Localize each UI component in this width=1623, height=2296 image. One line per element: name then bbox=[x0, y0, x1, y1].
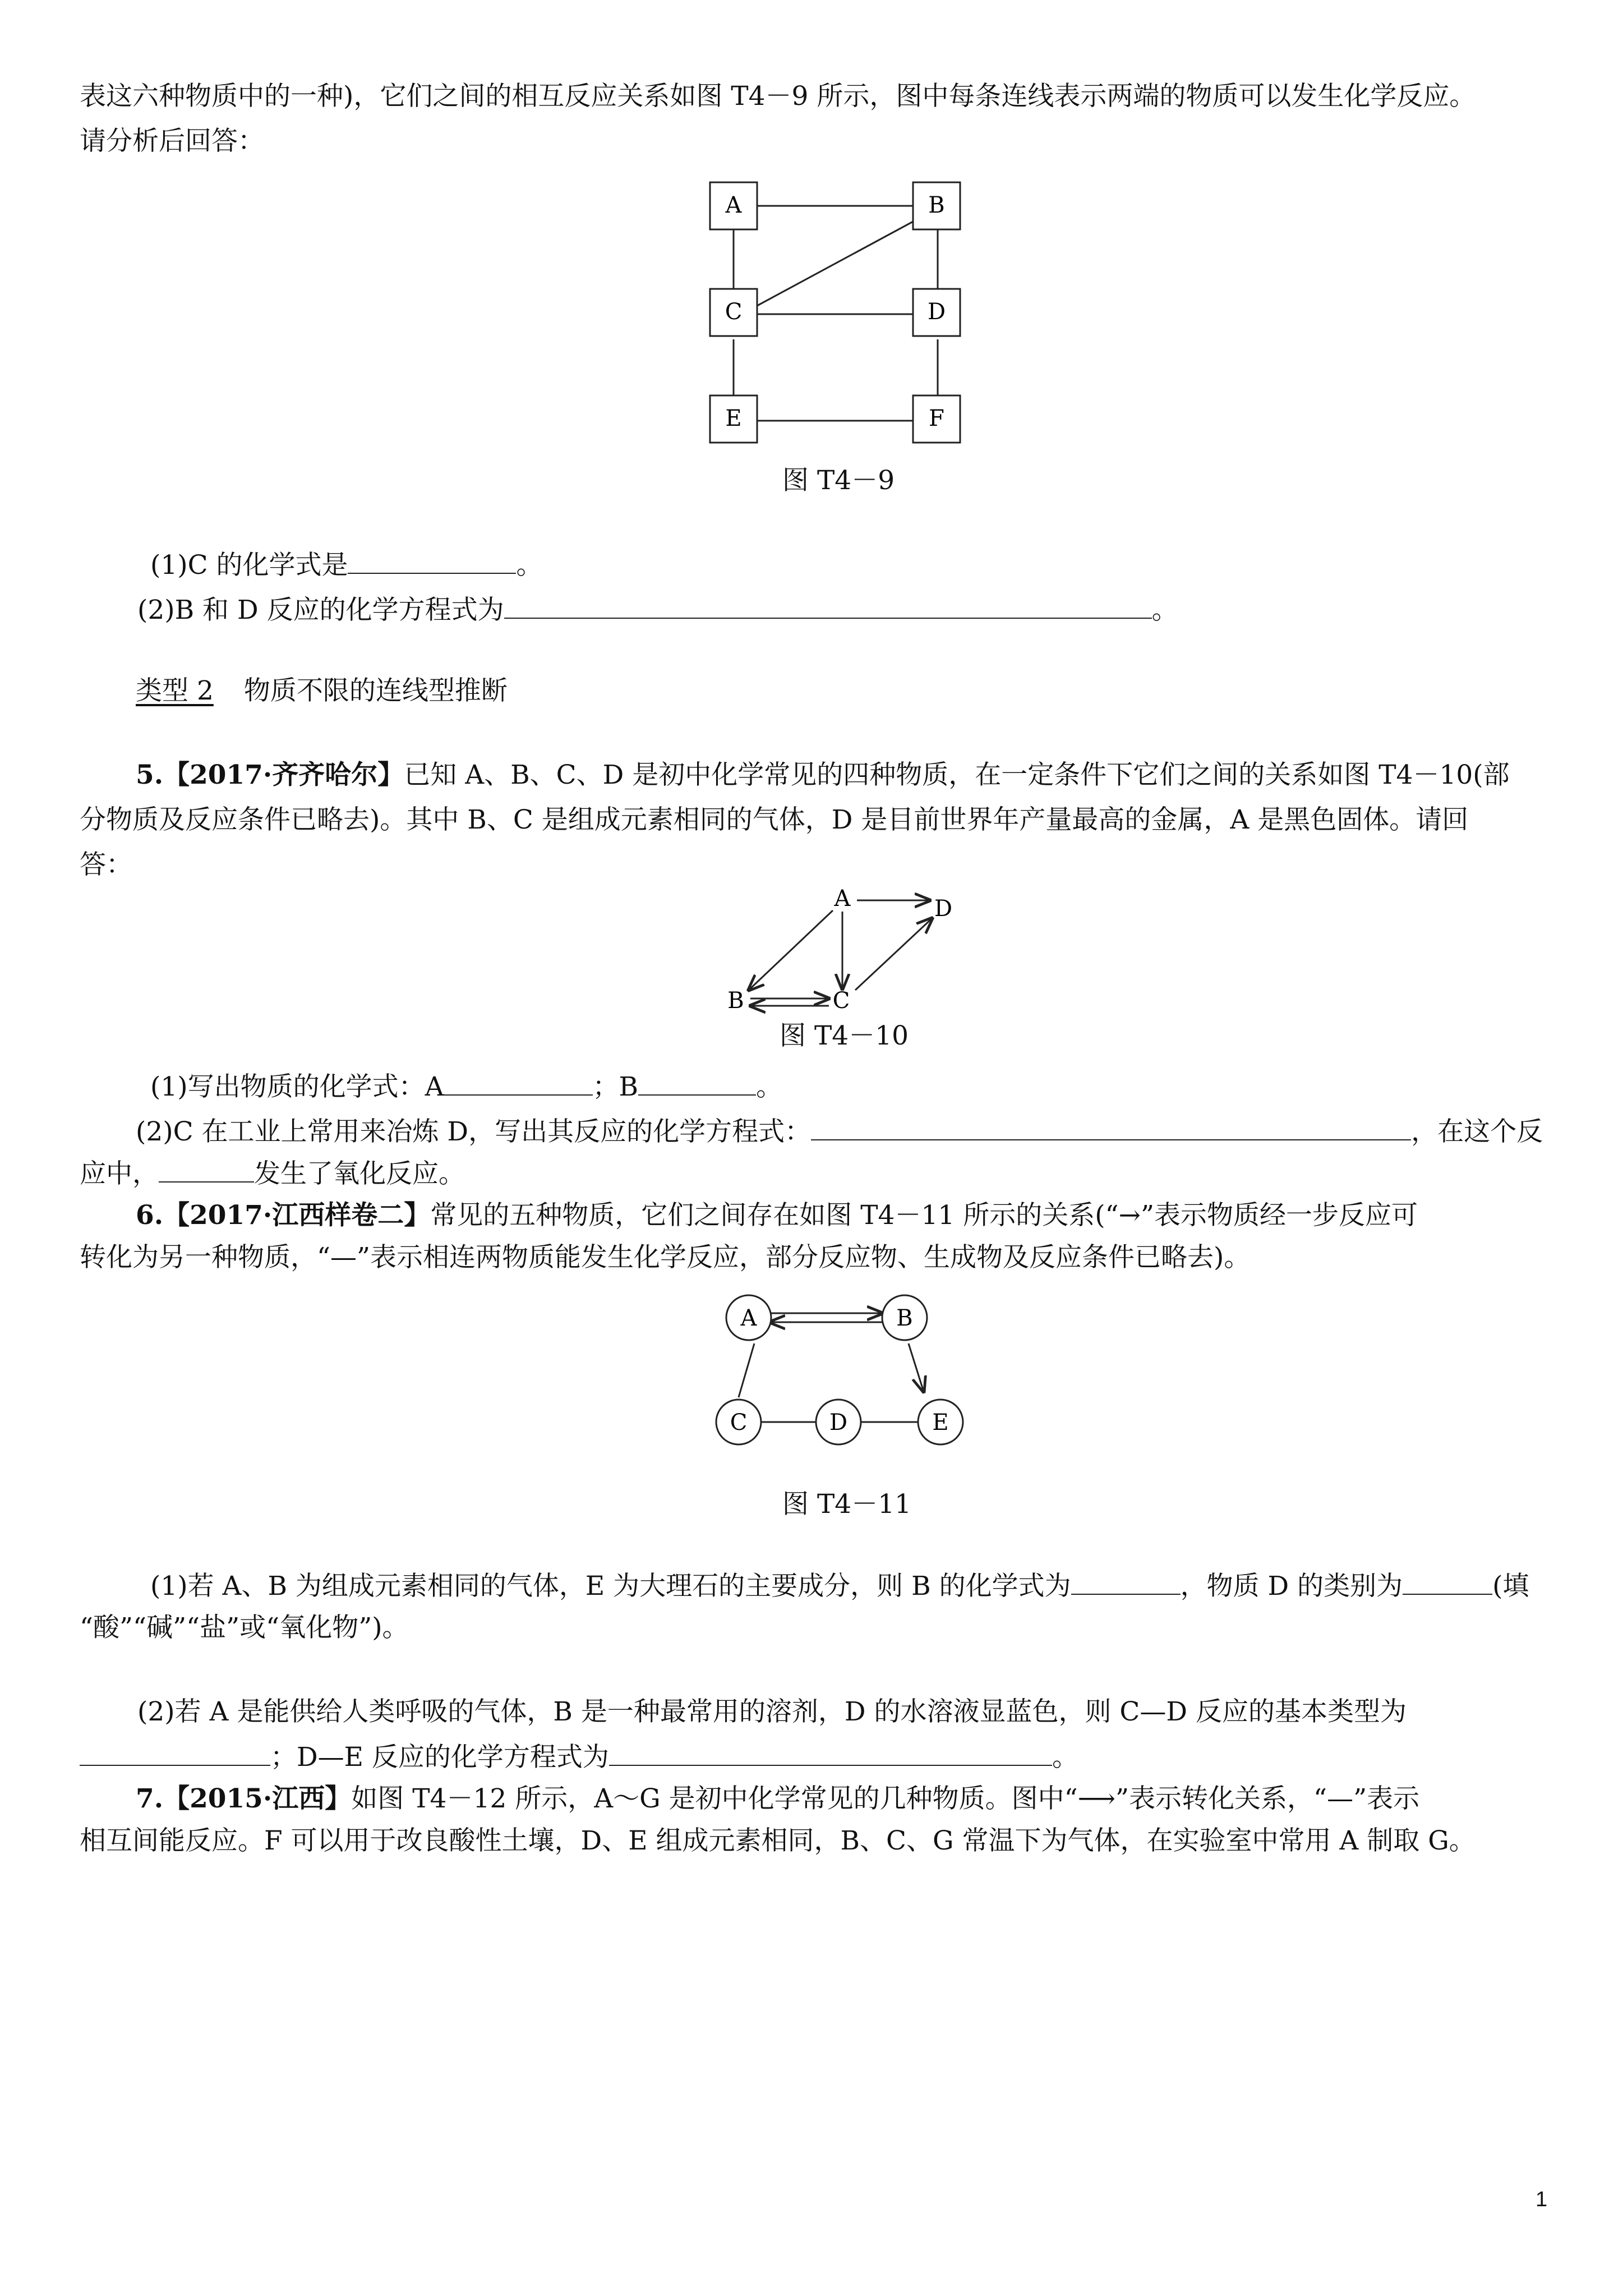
fig9-node-f-label: F bbox=[929, 406, 944, 431]
q4-p2-blank[interactable] bbox=[504, 592, 1152, 619]
q7-line-1 bbox=[136, 1781, 1419, 1817]
q4-p1-blank[interactable] bbox=[348, 547, 516, 574]
q5-part-1 bbox=[150, 1069, 782, 1105]
type2-heading bbox=[136, 673, 508, 709]
q7-line-2: 相互间能反应。F 可以用于改良酸性土壤，D、E 组成元素相同，B、C、G 常温下为气体，在实验室中常用 A 制取 G。 bbox=[80, 1825, 1476, 1856]
q5-p1-mid: ；B bbox=[592, 1071, 639, 1102]
q6-line-1 bbox=[136, 1198, 1418, 1234]
fig9-caption: 图 T4－9 bbox=[782, 465, 895, 496]
q4-p2-text: (2)B 和 D 反应的化学方程式为 bbox=[137, 595, 504, 625]
q7-number: 7. bbox=[136, 1783, 164, 1814]
fig10-node-d: D bbox=[934, 896, 953, 922]
intro-line-2: 请分析后回答： bbox=[80, 126, 264, 157]
fig9-node-a-label: A bbox=[725, 192, 742, 218]
page-number: 1 bbox=[1536, 2188, 1548, 2211]
intro-line-1: 表这六种物质中的一种)，它们之间的相互反应关系如图 T4－9 所示，图中每条连线表示两端的物质可以发生化学反应。 bbox=[80, 81, 1476, 112]
fig11-node-b bbox=[882, 1295, 927, 1340]
fig9-node-b bbox=[913, 182, 960, 229]
fig10-node-b: B bbox=[727, 988, 744, 1014]
fig9-node-e-label: E bbox=[725, 406, 742, 431]
q7-source: 【2015·江西】 bbox=[163, 1783, 352, 1814]
q6-line-2: 转化为另一种物质，“—”表示相连两物质能发生化学反应，部分反应物、生成物及反应条件已略去)。 bbox=[80, 1242, 1251, 1273]
q5-p1-end: 。 bbox=[756, 1071, 783, 1102]
fig11-arrow-b-e bbox=[909, 1343, 924, 1392]
q6-p1-blank-a[interactable] bbox=[1071, 1568, 1181, 1595]
q6-p2-mid: ；D—E 反应的化学方程式为 bbox=[270, 1742, 609, 1773]
q5-part-2-line-2 bbox=[80, 1156, 465, 1192]
q4-p1-end: 。 bbox=[516, 550, 543, 581]
fig10-node-c: C bbox=[832, 988, 850, 1014]
fig10-caption: 图 T4－10 bbox=[780, 1020, 909, 1051]
fig10-node-a: A bbox=[834, 886, 851, 912]
figure-t4-10 bbox=[723, 884, 970, 1018]
q5-line-1 bbox=[136, 757, 1510, 793]
fig11-caption: 图 T4－11 bbox=[782, 1489, 911, 1520]
q5-number: 5. bbox=[136, 760, 164, 790]
q6-source: 【2017·江西样卷二】 bbox=[163, 1200, 431, 1231]
q5-p2-line2-end: 发生了氧化反应。 bbox=[254, 1158, 465, 1189]
fig11-node-e bbox=[918, 1400, 963, 1444]
q5-p2-line2-text: 应中， bbox=[80, 1158, 159, 1189]
q6-p2-blank-a[interactable] bbox=[80, 1739, 270, 1766]
q5-text-1: 已知 A、B、C、D 是初中化学常见的四种物质，在一定条件下它们之间的关系如图 T4－10(部 bbox=[404, 760, 1510, 790]
fig11-node-a bbox=[726, 1295, 771, 1340]
fig11-node-d-label: D bbox=[829, 1410, 848, 1435]
fig11-node-d bbox=[816, 1400, 861, 1444]
q5-p1-blank-a[interactable] bbox=[444, 1069, 593, 1096]
q5-source: 【2017·齐齐哈尔】 bbox=[163, 760, 404, 790]
fig9-node-c-label: C bbox=[725, 299, 743, 325]
q5-p2-blank[interactable] bbox=[811, 1114, 1411, 1140]
q5-line-2: 分物质及反应条件已略去)。其中 B、C 是组成元素相同的气体，D 是目前世界年产量最高的金属，A 是黑色固体。请回 bbox=[80, 804, 1469, 835]
q4-part-1 bbox=[150, 547, 542, 583]
q4-part-2 bbox=[137, 592, 1178, 628]
fig9-node-d bbox=[913, 289, 960, 336]
q5-part-2 bbox=[136, 1114, 1543, 1150]
q5-p2-text: (2)C 在工业上常用来冶炼 D，写出其反应的化学方程式： bbox=[136, 1116, 811, 1147]
q6-p1-text: (1)若 A、B 为组成元素相同的气体，E 为大理石的主要成分，则 B 的化学式为 bbox=[150, 1571, 1071, 1602]
fig9-node-e bbox=[710, 395, 757, 443]
fig9-node-a bbox=[710, 182, 757, 229]
fig10-arrow-a-b bbox=[749, 910, 833, 990]
q6-part-1-line-2: “酸”“碱”“盐”或“氧化物”)。 bbox=[80, 1612, 409, 1643]
q5-p1-text: (1)写出物质的化学式：A bbox=[150, 1071, 444, 1102]
q5-p2-end: ，在这个反 bbox=[1411, 1116, 1543, 1147]
figure-t4-9 bbox=[707, 177, 976, 446]
fig9-node-c bbox=[710, 289, 757, 336]
fig9-node-d-label: D bbox=[927, 299, 946, 325]
fig9-node-b-label: B bbox=[928, 192, 945, 218]
q6-p2-end: 。 bbox=[1052, 1742, 1078, 1773]
q6-p1-blank-b[interactable] bbox=[1403, 1568, 1492, 1595]
fig10-arrow-c-d bbox=[855, 918, 932, 990]
q6-part-2-line-2 bbox=[80, 1739, 1078, 1775]
fig11-line-a-c bbox=[739, 1343, 754, 1397]
fig11-node-c bbox=[716, 1400, 761, 1444]
type2-label: 类型 2 bbox=[136, 675, 214, 706]
q6-number: 6. bbox=[136, 1200, 164, 1231]
q4-p2-end: 。 bbox=[1151, 595, 1178, 625]
q5-p2-line2-blank[interactable] bbox=[159, 1156, 254, 1182]
fig9-node-f bbox=[913, 395, 960, 443]
q6-p1-mid: ，物质 D 的类别为 bbox=[1180, 1571, 1403, 1602]
q5-line-3: 答： bbox=[80, 849, 132, 880]
q6-text-1: 常见的五种物质，它们之间存在如图 T4－11 所示的关系(“→”表示物质经一步反应可 bbox=[430, 1200, 1418, 1231]
q6-p2-blank-b[interactable] bbox=[609, 1739, 1052, 1766]
figure-t4-11 bbox=[704, 1282, 984, 1478]
q6-part-2: (2)若 A 是能供给人类呼吸的气体，B 是一种最常用的溶剂，D 的水溶液显蓝色，则 C—D 反应的基本类型为 bbox=[137, 1696, 1407, 1727]
q7-text-1: 如图 T4－12 所示，A～G 是初中化学常见的几种物质。图中“⟶”表示转化关系，“—”表示 bbox=[351, 1783, 1420, 1814]
fig11-node-a-label: A bbox=[740, 1305, 757, 1331]
fig11-node-b-label: B bbox=[896, 1305, 913, 1331]
fig11-node-e-label: E bbox=[932, 1410, 949, 1435]
type2-title: 物质不限的连线型推断 bbox=[243, 675, 508, 706]
q4-p1-text: (1)C 的化学式是 bbox=[150, 550, 348, 581]
q6-part-1 bbox=[150, 1568, 1529, 1604]
fig11-node-c-label: C bbox=[730, 1410, 748, 1435]
q5-p1-blank-b[interactable] bbox=[638, 1069, 756, 1096]
q6-p1-end: (填 bbox=[1492, 1571, 1529, 1602]
